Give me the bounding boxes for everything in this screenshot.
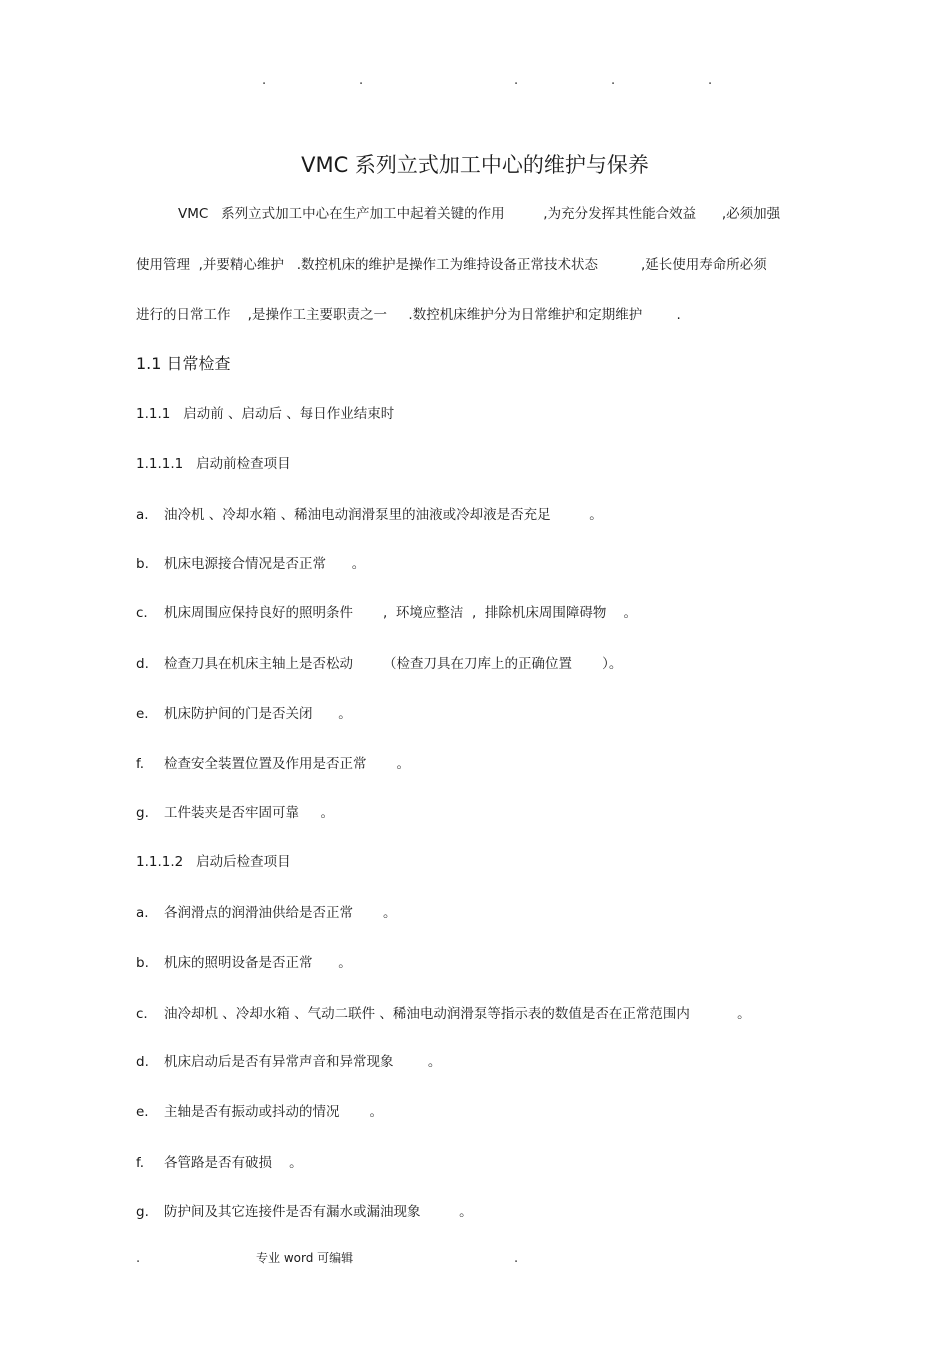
list-marker: d. <box>136 1054 149 1070</box>
list-marker: g. <box>136 805 149 821</box>
list-item-text: 机床电源接合情况是否正常 。 <box>164 556 366 572</box>
subsubsection-heading: 1.1.1.1 启动前检查项目 <box>136 456 291 472</box>
list-marker: a. <box>136 507 149 523</box>
intro-paragraph-line: VMC 系列立式加工中心在生产加工中起着关键的作用 ,为充分发挥其性能合效益 ,必须加强 <box>178 206 781 222</box>
intro-paragraph-line: 使用管理 ,并要精心维护 .数控机床的维护是操作工为维持设备正常技术状态 ,延长使用寿命所必须 <box>136 257 767 273</box>
list-marker: b. <box>136 556 149 572</box>
list-item <box>136 903 856 923</box>
footer-text: 专业 word 可编辑 <box>256 1251 354 1265</box>
list-marker: f. <box>136 1155 145 1171</box>
subsection-heading: 1.1.1 启动前 、启动后 、每日作业结束时 <box>136 406 395 422</box>
document-title: VMC 系列立式加工中心的维护与保养 <box>301 153 649 177</box>
list-marker: c. <box>136 1006 148 1022</box>
list-item-text: 油冷却机 、冷却水箱 、气动二联件 、稀油电动润滑泵等指示表的数值是否在正常范围内 。 <box>164 1006 751 1022</box>
section-heading: 1.1 日常检查 <box>136 354 231 373</box>
list-item-text: 机床启动后是否有异常声音和异常现象 。 <box>164 1054 442 1070</box>
list-item-text: 油冷机 、冷却水箱 、稀油电动润滑泵里的油液或冷却液是否充足 。 <box>164 507 603 523</box>
list-marker: g. <box>136 1204 149 1220</box>
list-marker: d. <box>136 656 149 672</box>
list-item-text: 防护间及其它连接件是否有漏水或漏油现象 。 <box>164 1204 473 1220</box>
list-item <box>136 953 856 973</box>
list-item <box>136 1004 856 1024</box>
list-item-text: 机床防护间的门是否关闭 。 <box>164 706 352 722</box>
intro-paragraph-line: 进行的日常工作 ,是操作工主要职责之一 .数控机床维护分为日常维护和定期维护 . <box>136 307 681 323</box>
header-dot: . <box>262 73 267 88</box>
list-marker: c. <box>136 605 148 621</box>
list-marker: e. <box>136 706 149 722</box>
list-marker: a. <box>136 905 149 921</box>
list-item-text: 机床周围应保持良好的照明条件 , 环境应整洁 , 排除机床周围障碍物 。 <box>164 605 638 621</box>
list-item <box>136 704 856 724</box>
list-item-text: 工件装夹是否牢固可靠 。 <box>164 805 334 821</box>
list-marker: f. <box>136 756 145 772</box>
list-marker: b. <box>136 955 149 971</box>
subsubsection-heading: 1.1.1.2 启动后检查项目 <box>136 854 291 870</box>
list-item-text: 机床的照明设备是否正常 。 <box>164 955 352 971</box>
list-item <box>136 1153 856 1173</box>
list-item <box>136 554 856 574</box>
list-item-text: 各润滑点的润滑油供给是否正常 。 <box>164 905 397 921</box>
list-item <box>136 1052 856 1072</box>
list-item <box>136 754 856 774</box>
list-item <box>136 1102 856 1122</box>
list-marker: e. <box>136 1104 149 1120</box>
header-dot: . <box>708 73 713 88</box>
header-dot: . <box>359 73 364 88</box>
list-item <box>136 505 856 525</box>
list-item-text: 检查刀具在机床主轴上是否松动 （检查刀具在刀库上的正确位置 ）。 <box>164 656 623 672</box>
header-dot: . <box>514 73 519 88</box>
list-item-text: 检查安全装置位置及作用是否正常 。 <box>164 756 411 772</box>
list-item-text: 主轴是否有振动或抖动的情况 。 <box>164 1104 384 1120</box>
list-item <box>136 603 856 623</box>
header-dot: . <box>611 73 616 88</box>
list-item <box>136 1202 856 1222</box>
list-item <box>136 803 856 823</box>
footer-dot: . <box>136 1251 141 1266</box>
footer-dot: . <box>514 1251 519 1266</box>
list-item-text: 各管路是否有破损 。 <box>164 1155 303 1171</box>
list-item <box>136 654 856 674</box>
